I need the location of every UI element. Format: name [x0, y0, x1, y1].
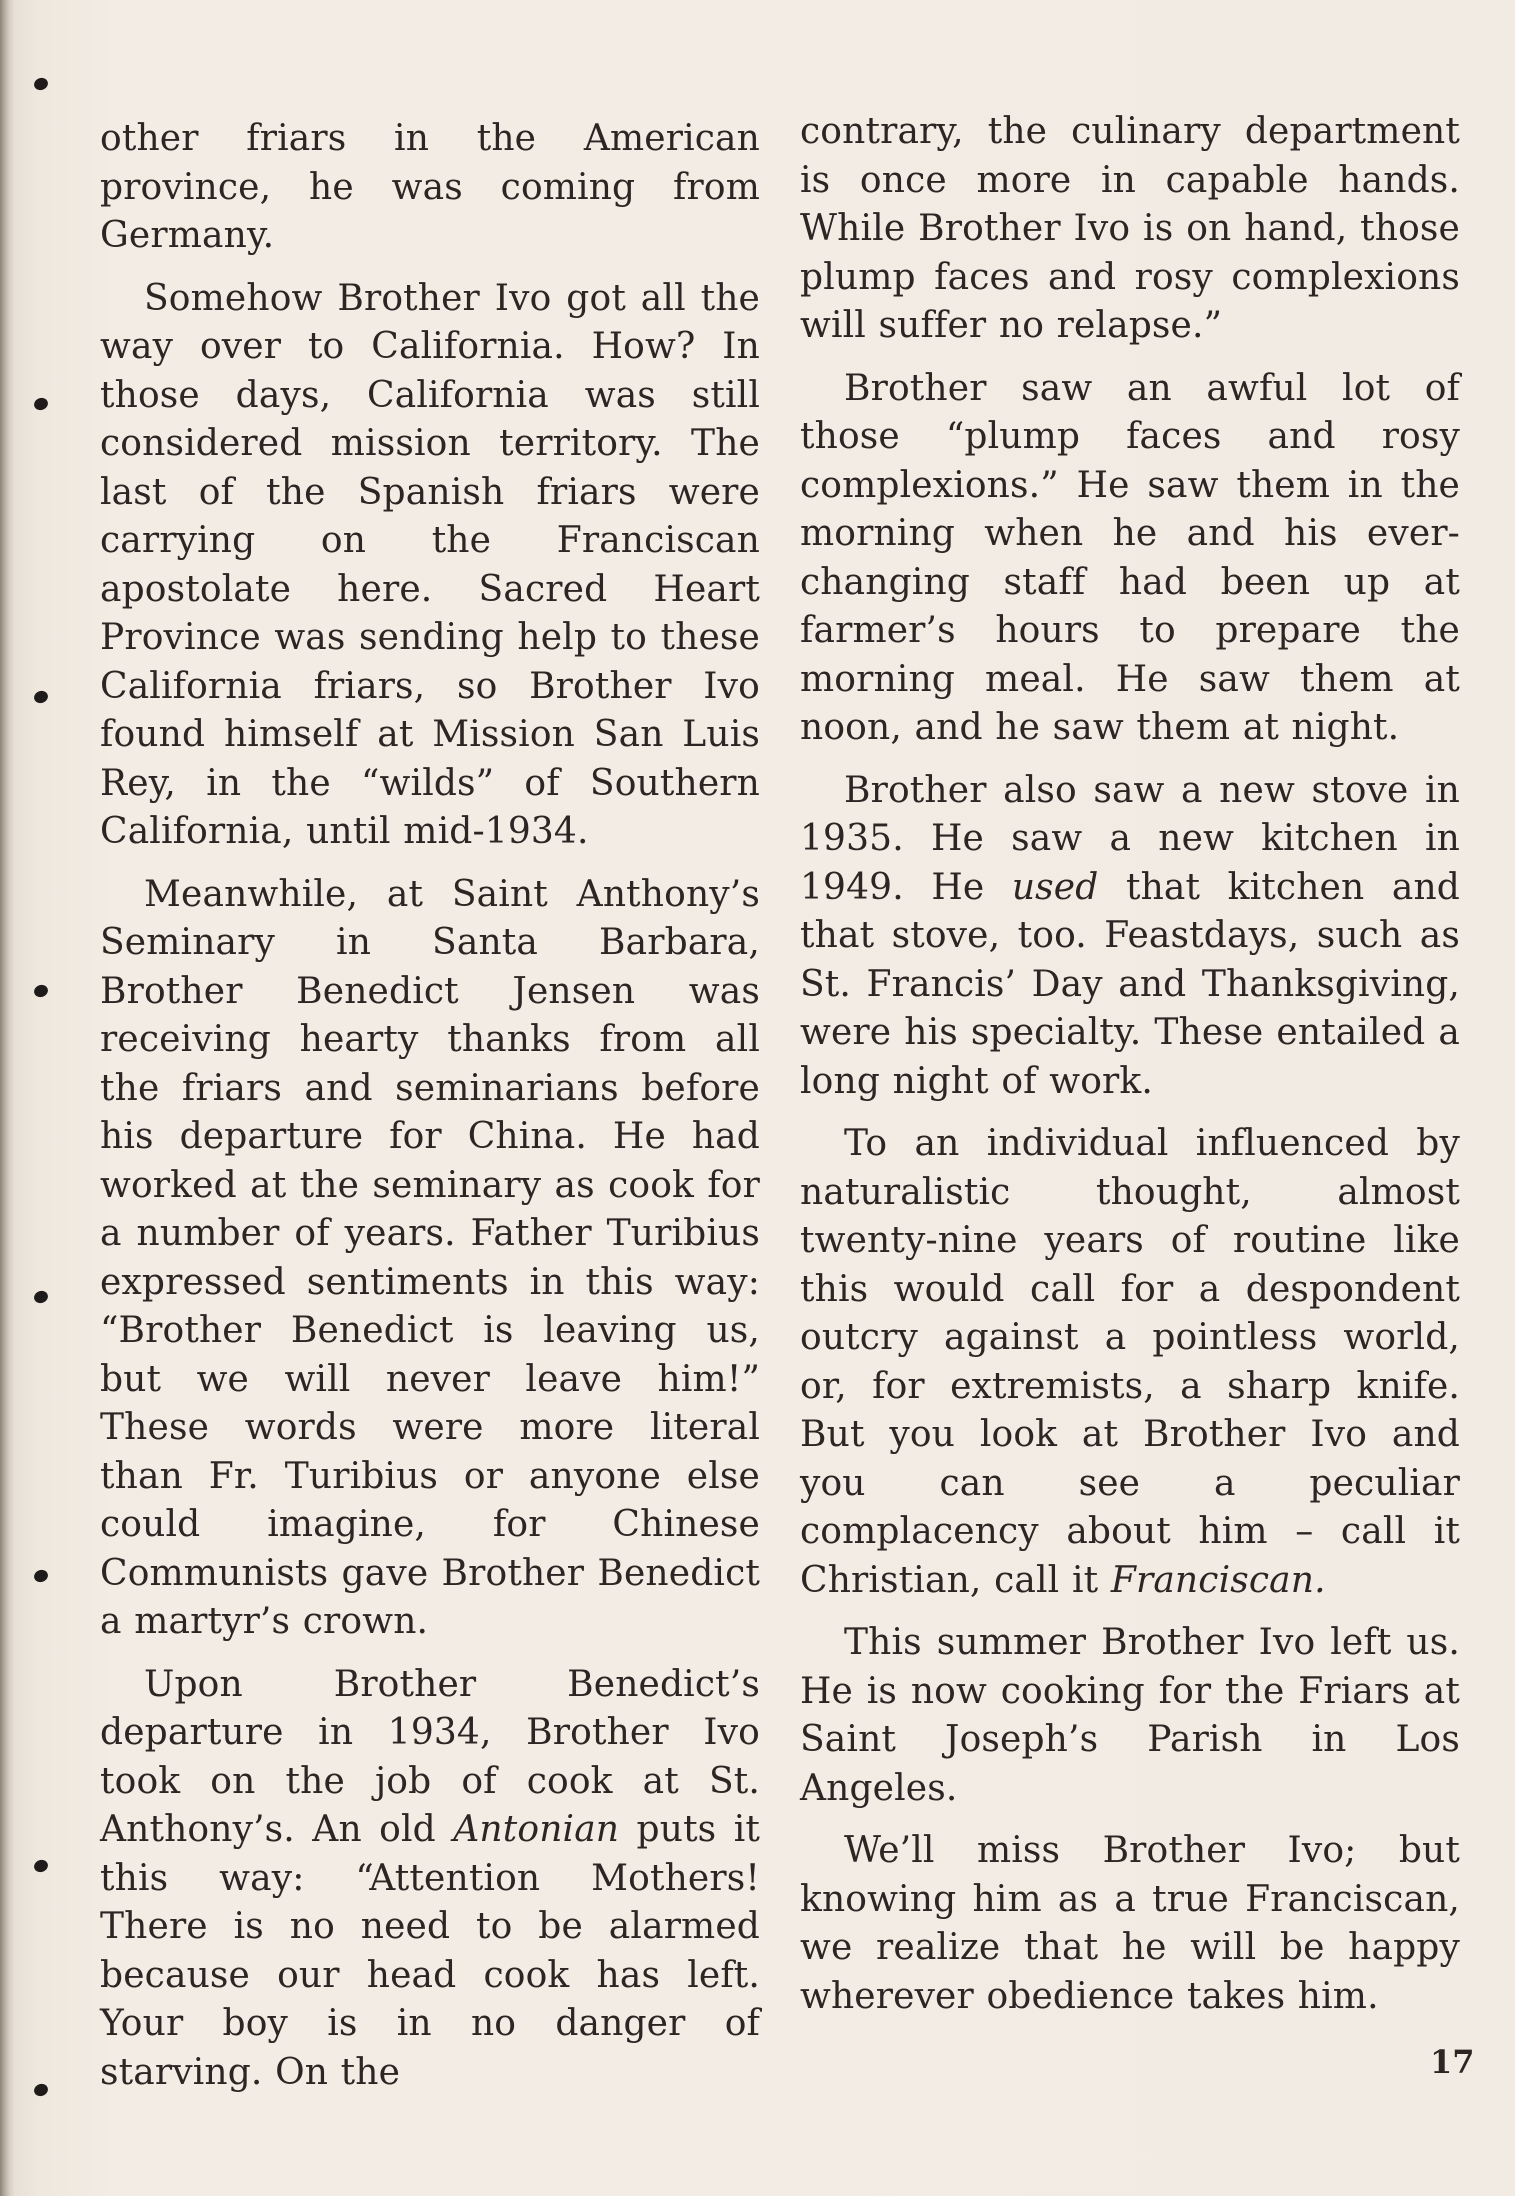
binding-hole	[32, 983, 49, 999]
text-run: Brother also saw a new stove in 1935. He saw a new kitchen in 1949. He	[800, 769, 1460, 908]
paragraph: Brother saw an awful lot of those “plump faces and rosy complexions.” He saw them in the morning when he and his ever-changing staff had been up at farmer’s hours to prepare the morning meal. He saw them at noon, and he saw them at night.	[800, 367, 1460, 748]
paragraph: Somehow Brother Ivo got all the way over to California. How? In those days, California was still considered mission territory. The last of the Spanish friars were carrying on the Franciscan apostolate here. Sacred Heart Province was sending help to these California friars, so Brother Ivo found himself at Mission San Luis Rey, in the “wilds” of Southern California, until mid-1934.	[100, 277, 760, 852]
binding-hole	[32, 1568, 49, 1584]
paragraph	[100, 1661, 760, 2098]
paragraph: This summer Brother Ivo left us. He is now cooking for the Friars at Saint Joseph’s Parish in Los Angeles.	[800, 1622, 1460, 1809]
text-run: puts it this way: “Attention Mothers! There is no need to be alarmed because our head cook has left. Your boy is in no danger of starving. On the	[100, 1809, 760, 2093]
binding-hole	[32, 1289, 49, 1305]
paragraph: contrary, the culinary department is once more in capable hands. While Brother Ivo is on hand, those plump faces and rosy complexions will suffer no relapse.”	[800, 111, 1460, 346]
binding-hole	[32, 689, 49, 705]
page-number: 17	[1430, 2043, 1475, 2081]
binding-hole	[32, 396, 49, 412]
paragraph: We’ll miss Brother Ivo; but knowing him as a true Franciscan, we realize that he will be happy wherever obedience takes him.	[800, 1830, 1460, 2017]
paragraph: Meanwhile, at Saint Anthony’s Seminary in Santa Barbara, Brother Benedict Jensen was receiving hearty thanks from all the friars and seminarians before his departure for China. He had worked at the seminary as cook for a number of years. Father Turibius expressed sentiments in this way: “Brother Benedict is leaving us, but we will never leave him!” These words were more literal than Fr. Turibius or anyone else could imagine, for Chinese Communists gave Brother Benedict a martyr’s crown.	[100, 873, 760, 1642]
binding-hole	[32, 1858, 49, 1874]
paragraph: other friars in the American province, he was coming from Germany.	[100, 118, 760, 256]
text-run: To an individual influenced by naturalistic thought, almost twenty-nine years of routine like this would call for a despondent outcry against a pointless world, or, for extremists, a sharp knife. But you look at Brother Ivo and you can see a peculiar complacency about him – call it Christian, call it	[800, 1123, 1460, 1601]
italic-text: Antonian	[453, 1809, 620, 1850]
paragraph	[800, 1120, 1460, 1605]
italic-text: used	[1011, 866, 1099, 908]
text-run: Upon Brother Benedict’s departure in 1934, Brother Ivo took on the job of cook at St. Anthony’s. An old	[100, 1663, 760, 1850]
binding-hole	[32, 2082, 49, 2098]
binding-edge	[0, 0, 14, 2196]
binding-hole	[32, 76, 49, 92]
text-run: that kitchen and that stove, too. Feastdays, such as St. Francis’ Day and Thanksgiving, were his specialty. These entailed a long night of work.	[800, 866, 1460, 1102]
italic-text: Franciscan.	[1110, 1559, 1326, 1601]
right-column	[800, 108, 1460, 2021]
left-column	[100, 115, 760, 2097]
paragraph	[800, 767, 1460, 1107]
